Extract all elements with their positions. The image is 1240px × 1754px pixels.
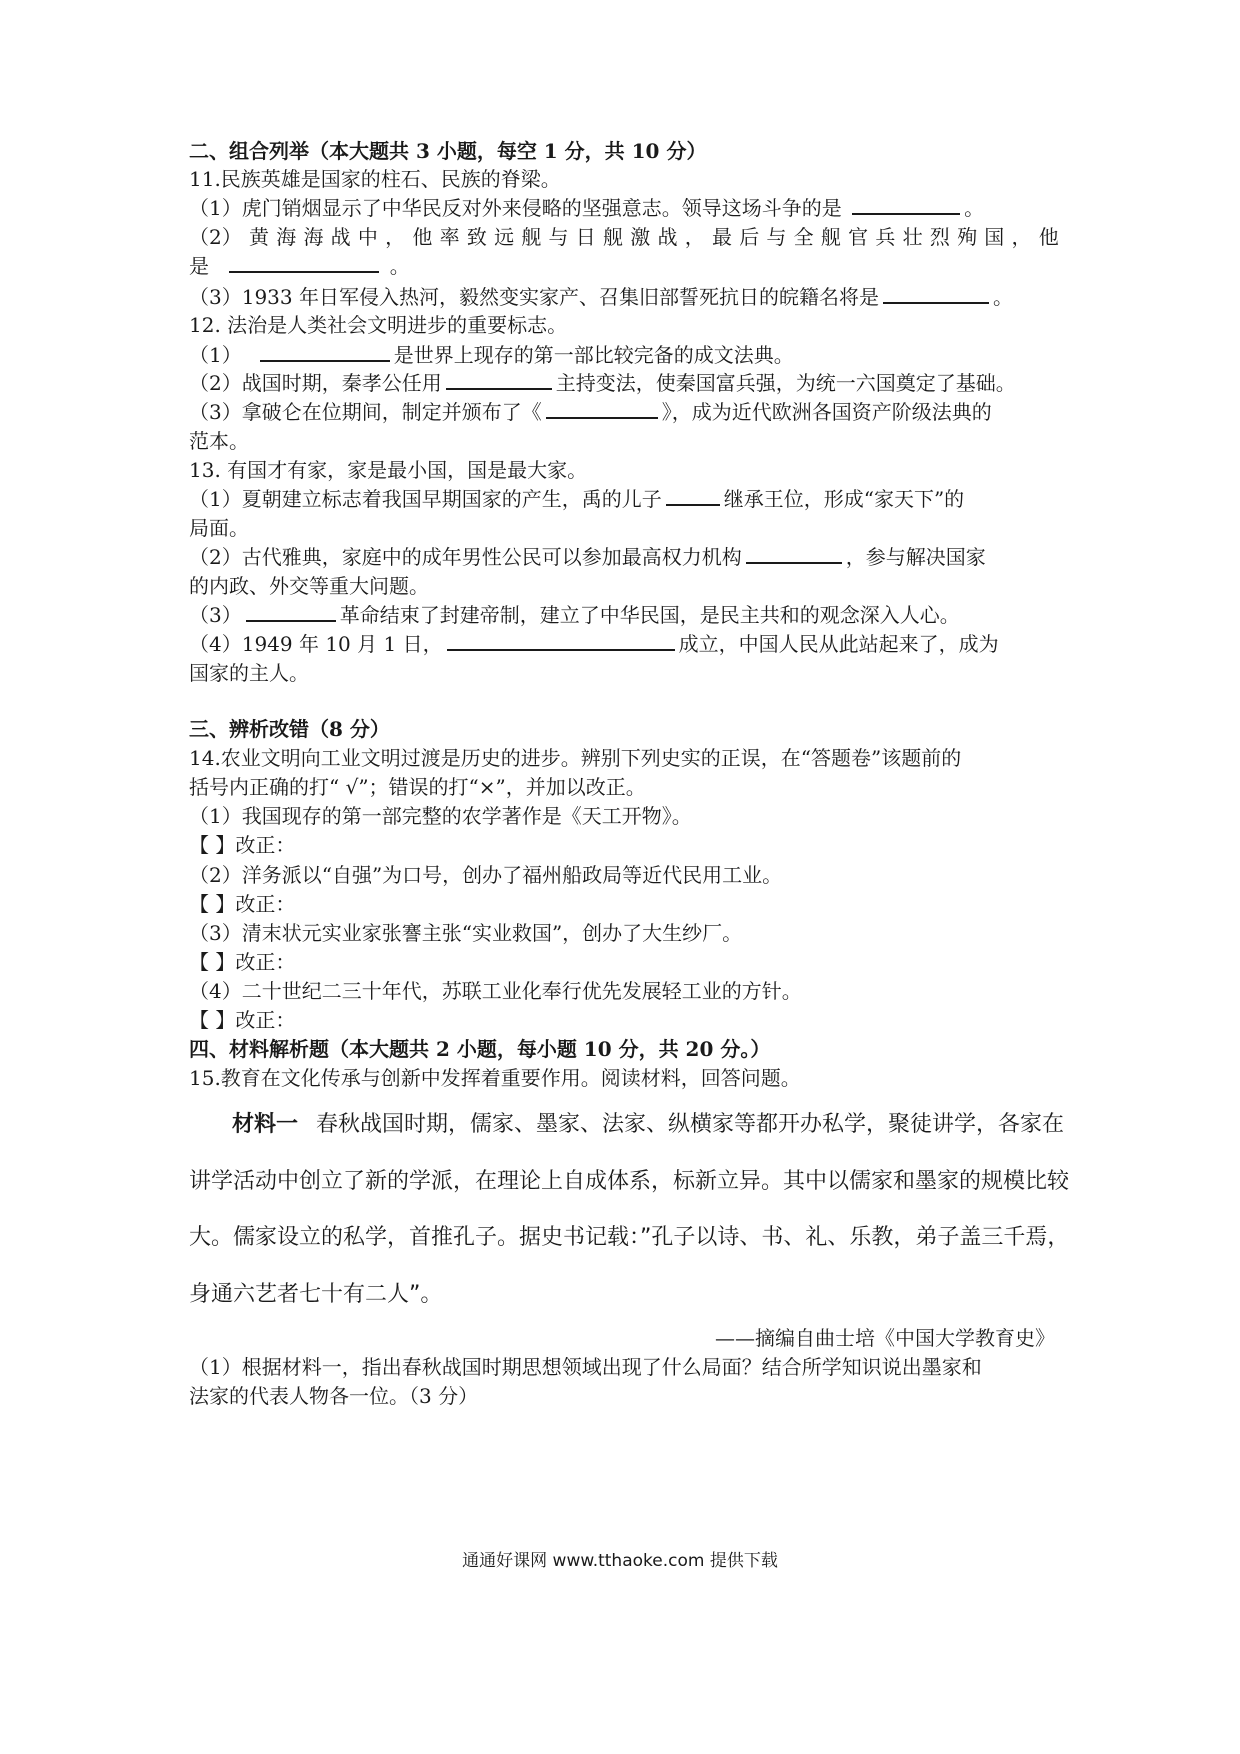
material-line-2: 讲学活动中创立了新的学派，在理论上自成体系，标新立异。其中以儒家和墨家的规模比较 xyxy=(189,1169,1070,1194)
q14-correction-4[interactable]: 【 】改正： xyxy=(189,1008,296,1032)
answer-blank[interactable] xyxy=(260,340,390,362)
material-line-4: 身通六艺者七十有二人”。 xyxy=(189,1282,443,1307)
q13-part1-line2: 局面。 xyxy=(189,516,249,540)
q14-item4: （4）二十世纪二三十年代，苏联工业化奉行优先发展轻工业的方针。 xyxy=(189,979,802,1003)
q15-sub1-line1: （1）根据材料一，指出春秋战国时期思想领域出现了什么局面？结合所学知识说出墨家和 xyxy=(189,1355,982,1379)
q11-stem: 11.民族英雄是国家的柱石、民族的脊梁。 xyxy=(189,167,561,191)
answer-blank[interactable] xyxy=(666,484,720,506)
page-footer: 通通好课网 www.tthaoke.com 提供下载 xyxy=(462,1551,778,1571)
q11-part2-line2: 是 。 xyxy=(189,251,410,281)
q14-correction-1[interactable]: 【 】改正： xyxy=(189,833,296,857)
answer-blank[interactable] xyxy=(852,193,960,215)
q14-item1: （1）我国现存的第一部完整的农学著作是《天工开物》。 xyxy=(189,804,692,828)
q13-part4-line2: 国家的主人。 xyxy=(189,661,309,685)
answer-blank[interactable] xyxy=(746,542,842,564)
material-line-1: 材料一 春秋战国时期，儒家、墨家、法家、纵横家等都开办私学，聚徒讲学，各家在 xyxy=(232,1112,1065,1137)
q13-part1-line1: （1）夏朝建立标志着我国早期国家的产生，禹的儿子 继承王位，形成“家天下”的 xyxy=(189,484,964,514)
section2-heading: 二、组合列举（本大题共 3 小题，每空 1 分，共 10 分） xyxy=(189,139,707,163)
section3-heading: 三、辨析改错（8 分） xyxy=(189,717,390,741)
answer-blank[interactable] xyxy=(246,600,336,622)
q11-part2-line1: （2） 黄 海 海 战 中 ， 他 率 致 远 舰 与 日 舰 激 战 ， 最 后 与 全 舰 官 兵 壮 烈 殉 国 ， 他 xyxy=(189,225,1059,249)
answer-blank[interactable] xyxy=(446,368,552,390)
q12-stem: 12. 法治是人类社会文明进步的重要标志。 xyxy=(189,313,568,337)
q11-part3: （3）1933 年日军侵入热河，毅然变实家产、召集旧部誓死抗日的皖籍名将是 。 xyxy=(189,282,1013,312)
answer-blank[interactable] xyxy=(546,397,658,419)
q13-part2-line2: 的内政、外交等重大问题。 xyxy=(189,574,429,598)
q13-part4-line1: （4）1949 年 10 月 1 日， 成立，中国人民从此站起来了，成为 xyxy=(189,629,999,659)
answer-blank[interactable] xyxy=(447,629,675,651)
material-label: 材料一 xyxy=(232,1112,299,1137)
answer-blank[interactable] xyxy=(883,282,989,304)
q14-correction-2[interactable]: 【 】改正： xyxy=(189,892,296,916)
section4-heading: 四、材料解析题（本大题共 2 小题，每小题 10 分，共 20 分。） xyxy=(189,1037,771,1061)
q14-correction-3[interactable]: 【 】改正： xyxy=(189,950,296,974)
q12-part3-line2: 范本。 xyxy=(189,429,249,453)
q14-item3: （3）清末状元实业家张謇主张“实业救国”，创办了大生纱厂。 xyxy=(189,921,743,945)
q13-stem: 13. 有国才有家，家是最小国，国是最大家。 xyxy=(189,458,588,482)
answer-blank[interactable] xyxy=(229,251,379,273)
material-source: ——摘编自曲士培《中国大学教育史》 xyxy=(715,1326,1055,1350)
q15-sub1-line2: 法家的代表人物各一位。（3 分） xyxy=(189,1384,479,1408)
q11-part1: （1）虎门销烟显示了中华民反对外来侵略的坚强意志。领导这场斗争的是 。 xyxy=(189,193,984,223)
q14-stem-line2: 括号内正确的打“ √”；错误的打“×”，并加以改正。 xyxy=(189,775,646,799)
q14-stem-line1: 14.农业文明向工业文明过渡是历史的进步。辨别下列史实的正误，在“答题卷”该题前的 xyxy=(189,746,962,770)
q15-stem: 15.教育在文化传承与创新中发挥着重要作用。阅读材料，回答问题。 xyxy=(189,1066,801,1090)
q13-part2-line1: （2）古代雅典，家庭中的成年男性公民可以参加最高权力机构 ，参与解决国家 xyxy=(189,542,986,572)
q14-item2: （2）洋务派以“自强”为口号，创办了福州船政局等近代民用工业。 xyxy=(189,863,783,887)
q12-part3-line1: （3）拿破仑在位期间，制定并颁布了《 》，成为近代欧洲各国资产阶级法典的 xyxy=(189,397,992,427)
material-line-3: 大。儒家设立的私学，首推孔子。据史书记载：”孔子以诗、书、礼、乐教，弟子盖三千焉， xyxy=(189,1225,1070,1250)
q12-part1: （1） 是世界上现存的第一部比较完备的成文法典。 xyxy=(189,340,794,370)
q12-part2: （2）战国时期，秦孝公任用 主持变法，使秦国富兵强，为统一六国奠定了基础。 xyxy=(189,368,1016,398)
q13-part3: （3） 革命结束了封建帝制，建立了中华民国，是民主共和的观念深入人心。 xyxy=(189,600,960,630)
